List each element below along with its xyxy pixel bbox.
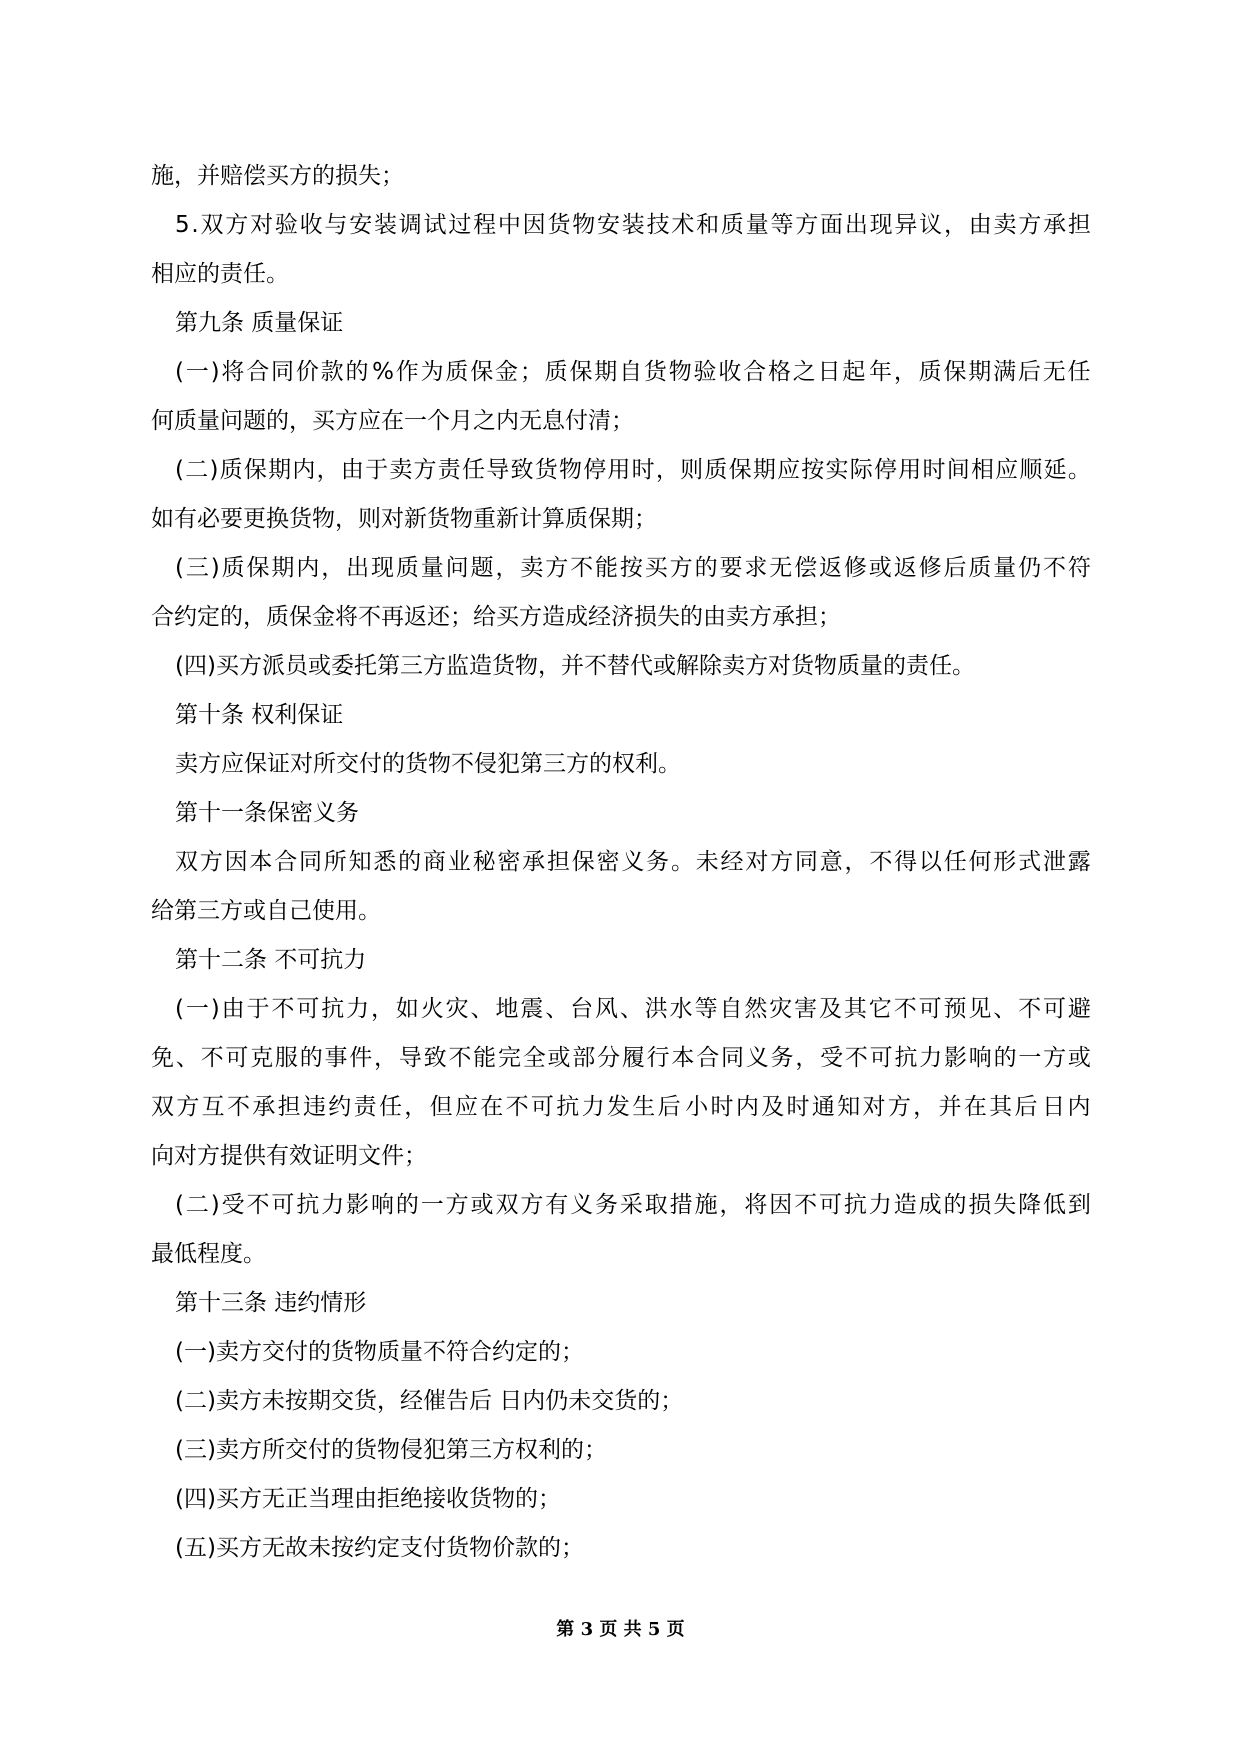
text-line: ( 二 ) 受 不 可 抗 力 影 响 的 一 方 或 双 方 有 义 务 采 取 措 施 ， 将 因 不 可 抗 力 造 成 的 损 失 降 低 到 [175, 1192, 1091, 1218]
text-line: ( 二 ) 质 保 期 内 ， 由 于 卖 方 责 任 导 致 货 物 停 用 时 ， 则 质 保 期 应 按 实 际 停 用 时 间 相 应 顺 延 。 [175, 457, 1091, 483]
text-line: 给第三方或自己使用。 [151, 898, 381, 924]
text-line: 相应的责任。 [151, 261, 289, 287]
section-heading: 第十三条 违约情形 [175, 1290, 367, 1316]
text-line: (二)卖方未按期交货，经催告后 日内仍未交货的； [175, 1388, 684, 1414]
section-heading: 第十条 权利保证 [175, 702, 344, 728]
text-line: 5 . 双 方 对 验 收 与 安 装 调 试 过 程 中 因 货 物 安 装 技 术 和 质 量 等 方 面 出 现 异 议 ， 由 卖 方 承 担 [175, 212, 1091, 238]
text-line: 如有必要更换货物，则对新货物重新计算质保期； [151, 506, 657, 532]
text-line: (五)买方无故未按约定支付货物价款的； [175, 1535, 584, 1561]
text-line: 施，并赔偿买方的损失； [151, 163, 404, 189]
section-heading: 第十一条保密义务 [175, 800, 359, 826]
section-heading: 第十二条 不可抗力 [175, 947, 367, 973]
text-line: 双 方 因 本 合 同 所 知 悉 的 商 业 秘 密 承 担 保 密 义 务 。 未 经 对 方 同 意 ， 不 得 以 任 何 形 式 泄 露 [175, 849, 1091, 875]
text-line: ( 一 ) 将 合 同 价 款 的 % 作 为 质 保 金 ； 质 保 期 自 货 物 验 收 合 格 之 日 起 年 ， 质 保 期 满 后 无 任 [175, 359, 1091, 385]
text-line: 双 方 互 不 承 担 违 约 责 任 ， 但 应 在 不 可 抗 力 发 生 后 小 时 内 及 时 通 知 对 方 ， 并 在 其 后 日 内 [151, 1094, 1091, 1120]
contract-body [151, 152, 1091, 1573]
text-line: 合约定的，质保金将不再返还；给买方造成经济损失的由卖方承担； [151, 604, 841, 630]
text-line: 卖方应保证对所交付的货物不侵犯第三方的权利。 [175, 751, 681, 777]
text-line: ( 一 ) 由 于 不 可 抗 力 ， 如 火 灾 、 地 震 、 台 风 、 洪 水 等 自 然 灾 害 及 其 它 不 可 预 见 、 不 可 避 [175, 996, 1091, 1022]
text-line: (一)卖方交付的货物质量不符合约定的； [175, 1339, 584, 1365]
text-line: (四)买方派员或委托第三方监造货物，并不替代或解除卖方对货物质量的责任。 [175, 653, 975, 679]
text-line: ( 三 ) 质 保 期 内 ， 出 现 质 量 问 题 ， 卖 方 不 能 按 买 方 的 要 求 无 偿 返 修 或 返 修 后 质 量 仍 不 符 [175, 555, 1091, 581]
text-line: 向对方提供有效证明文件； [151, 1143, 427, 1169]
text-line: (三)卖方所交付的货物侵犯第三方权利的； [175, 1437, 607, 1463]
text-line: (四)买方无正当理由拒绝接收货物的； [175, 1486, 561, 1512]
section-heading: 第九条 质量保证 [175, 310, 344, 336]
page-number-footer: 第 3 页 共 5 页 [556, 1619, 685, 1640]
text-line: 最低程度。 [151, 1241, 266, 1267]
text-line: 何质量问题的，买方应在一个月之内无息付清； [151, 408, 634, 434]
text-line: 免 、 不 可 克 服 的 事 件 ， 导 致 不 能 完 全 或 部 分 履 行 本 合 同 义 务 ， 受 不 可 抗 力 影 响 的 一 方 或 [151, 1045, 1091, 1071]
